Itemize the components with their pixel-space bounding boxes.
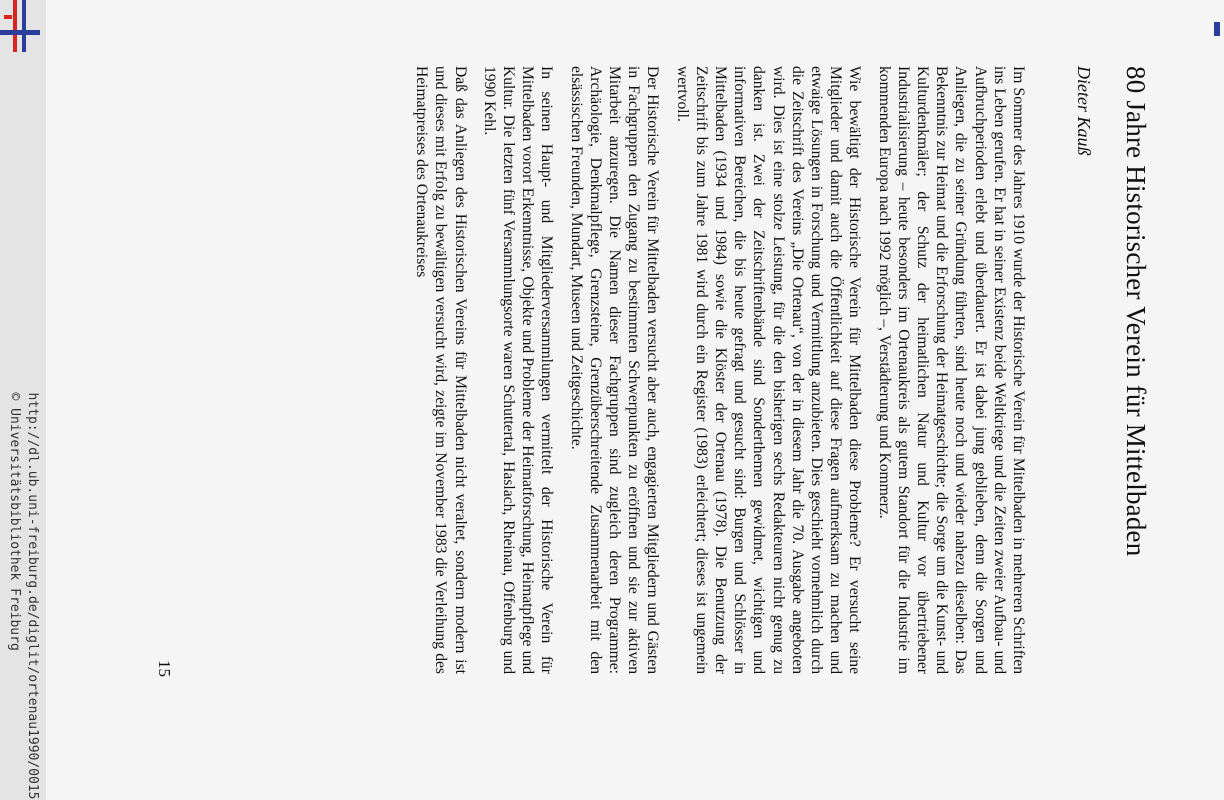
page-number: 15 [155, 660, 174, 677]
paragraph: Daß das Anliegen des Historischen Vereins für Mittelbaden nicht veraltet, sondern modern ist und dieses mit Erfolg zu bewältigen versucht wird, zeigte im November 1983 die Verleihung des Heimatpreises des Ortenaukreises [413, 66, 469, 674]
source-url: http://dl.ub.uni-freiburg.de/diglit/ortenau1990/0015 [25, 392, 40, 800]
source-note [0, 0, 46, 800]
paragraph: Der Historische Verein für Mittelbaden versucht aber auch, engagierten Mitgliedern und Gästen in Fachgruppen den Zugang zu bestimmten Schwerpunkten zu eröffnen und sie zur aktiven Mitarbeit anzuregen. Die Namen dieser Fachgruppen sind zugleich deren Programme: Archäologie, Denkmalpflege, Grenzsteine, Grenzüberschreitende Zusammenarbeit mit den elsässischen Freunden, Mundart, Museen und Zeitgeschichte. [567, 66, 662, 674]
article-author: Dieter Kauß [1074, 66, 1094, 156]
copyright-notice: © Universitätsbibliothek Freiburg [7, 392, 22, 651]
paragraph: Im Sommer des Jahres 1910 wurde der Historische Verein für Mittelbaden in mehreren Schriften ins Leben gerufen. Er hat in seiner Existenz beide Weltkriege und die Zeiten zweier Aufbau- und Aufbruchperioden erlebt und überdauert. Er ist dabei jung geblieben, denn die Sorgen und Anliegen, die zu seiner Gründung führten, sind heute noch und wieder nahezu dieselben: Das Bekenntnis zur Heimat und die Erforschung der Heimatgeschichte; die Sorge um die Kunst- und Kulturdenkmäler; der Schutz der heimatlichen Natur und Kultur vor übertriebener Industrialisierung – heute besonders im Ortenaukreis als gutem Standort für die Industrie im kommenden Europa nach 1992 möglich –, Verstädterung und Kommerz. [875, 66, 1027, 674]
scanned-page [46, 0, 1224, 800]
article-title: 80 Jahre Historischer Verein für Mittelbaden [1121, 66, 1151, 557]
rotated-page-content [46, 0, 1224, 720]
paragraph: Wie bewältigt der Historische Verein für Mittelbaden diese Probleme? Er versucht seine Mitglieder und damit auch die Öffentlichkeit auf diese Fragen aufmerksam zu machen und etwaige Lösungen in Forschung und Vermittlung anzubieten. Dies geschieht vornehmlich durch die Zeitschrift des Vereins „Die Ortenau“, von der in diesem Jahr die 70. Ausgabe angeboten wird. Dies ist eine stolze Leistung, für die den bisherigen sechs Redakteuren nicht genug zu danken ist. Zwei der Zeitschriftenbände sind Sonderthemen gewidmet, wichtigen und informativen Bereichen, die bis heute gefragt und gesucht sind: Burgen und Schlösser in Mittelbaden (1934 und 1984) sowie die Klöster der Ortenau (1978). Die Benutzung der Zeitschrift bis zum Jahre 1981 wird durch ein Register (1983) erleichtert; dieses ist ungemein wertvoll. [673, 66, 864, 674]
paragraph: In seinen Haupt- und Mitgliederversammlungen vermittelt der Historische Verein für Mittelbaden vorort Erkenntnisse, Objekte und Probleme der Heimatforschung, Heimatpflege und Kultur. Die letzten fünf Versammlungsorte waren Schuttertal, Haslach, Rheinau, Offenburg und 1990 Kehl. [480, 66, 556, 674]
article-body [402, 66, 1028, 674]
left-margin-strip [0, 0, 46, 800]
